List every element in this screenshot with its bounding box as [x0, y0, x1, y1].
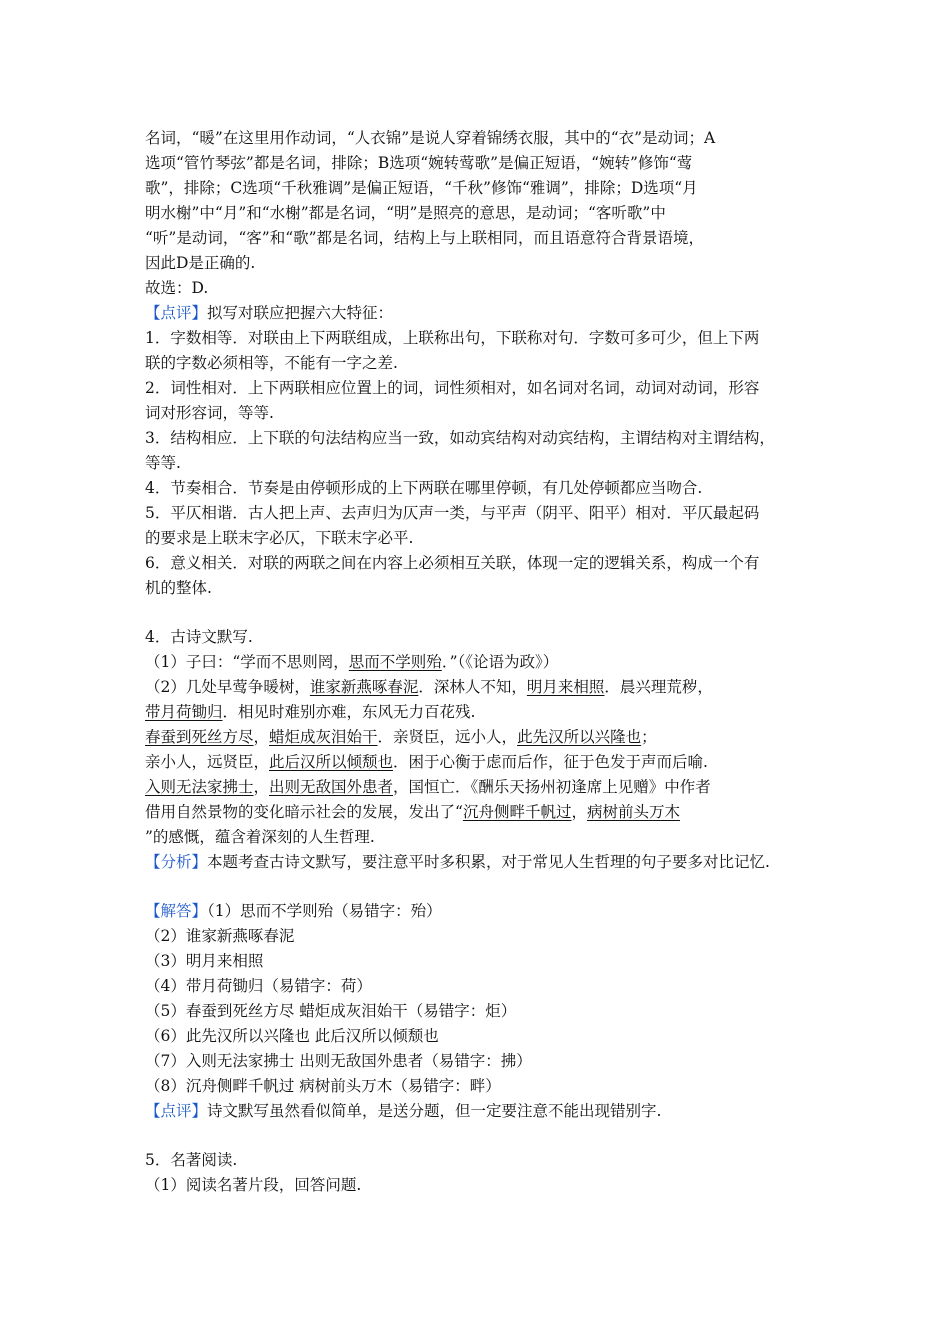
text: ”的感慨，蕴含着深刻的人生哲理. [145, 828, 375, 846]
answer-heading [145, 901, 442, 921]
text-line [145, 1076, 501, 1096]
comment-heading [145, 1101, 661, 1121]
text: 3．结构相应．上下联的句法结构应当一致，如动宾结构对动宾结构，主谓结构对主谓结构， [145, 429, 775, 447]
analysis-heading [145, 852, 770, 872]
text-line [145, 428, 775, 448]
answer-blank: 蜡炬成灰泪始干 [269, 728, 378, 746]
text-line [145, 1175, 361, 1195]
comment-tag: 【点评】 [145, 1102, 208, 1120]
answer-blank: 明月来相照 [526, 678, 605, 696]
text: ．困于心衡于虑而后作，征于色发于声而后喻. [393, 753, 708, 771]
text: 明水榭”中“月”和“水榭”都是名词，“明”是照亮的意思，是动词；“客听歌”中 [145, 204, 666, 222]
text-line [145, 578, 212, 598]
text-line [145, 403, 274, 423]
text-line [145, 702, 475, 722]
text-line [145, 328, 759, 348]
text: 故选：D. [145, 279, 209, 297]
text: （2）谁家新燕啄春泥 [145, 927, 295, 945]
text-line [145, 253, 255, 273]
text-line [145, 1026, 439, 1046]
text: ， [253, 778, 270, 796]
text: （3）明月来相照 [145, 952, 264, 970]
answer-blank: 入则无法家拂士 [145, 778, 254, 796]
text-line [145, 228, 704, 248]
text: 4．古诗文默写. [145, 628, 253, 646]
text: （6）此先汉所以兴隆也 此后汉所以倾颓也 [145, 1027, 439, 1045]
text: （4）带月荷锄归（易错字：荷） [145, 977, 372, 995]
text-line [145, 951, 263, 971]
text-line [145, 553, 759, 573]
text: 诗文默写虽然看似简单，是送分题，但一定要注意不能出现错别字. [207, 1102, 662, 1120]
text: （5）春蚕到死丝方尽 蜡炬成灰泪始干（易错字：炬） [145, 1002, 517, 1020]
answer-blank: 谁家新燕啄春泥 [309, 678, 419, 696]
text: （1）思而不学则殆（易错字：殆） [207, 902, 442, 920]
text: 的要求是上联末字必仄，下联末字必平. [145, 529, 414, 547]
comment-tag: 【点评】 [145, 304, 208, 322]
text: 联的字数必须相等，不能有一字之差. [145, 354, 398, 372]
text-line [145, 528, 413, 548]
text: ， [571, 803, 587, 821]
comment-heading [145, 303, 393, 323]
text: ； [641, 728, 657, 746]
answer-blank: 思而不学则殆 [348, 653, 442, 671]
answer-blank: 此后汉所以倾颓也 [269, 753, 394, 771]
text: 5．平仄相谐．古人把上声、去声归为仄声一类，与平声（阴平、阳平）相对．平仄最起码 [145, 504, 760, 522]
text-line [145, 128, 715, 148]
answer-blank: 此先汉所以兴隆也 [517, 728, 642, 746]
text: ．亲贤臣，远小人， [377, 728, 518, 746]
text-line [145, 727, 657, 747]
text: 5．名著阅读. [145, 1151, 238, 1169]
text: （2）几处早莺争暖树， [145, 678, 310, 696]
answer-blank: 病树前头万木 [586, 803, 680, 821]
text: 1．字数相等．对联由上下两联组成，上联称出句，下联称对句．字数可多可少，但上下两 [145, 329, 760, 347]
text: 等等. [145, 454, 181, 472]
text-line [145, 453, 181, 473]
analysis-tag: 【分析】 [145, 853, 208, 871]
text-line [145, 203, 666, 223]
text: 名词，“暖”在这里用作动词，“人衣锦”是说人穿着锦绣衣服，其中的“衣”是动词；A [145, 129, 716, 147]
text-line [145, 777, 711, 797]
text-line [145, 652, 558, 672]
text-line [145, 802, 680, 822]
text-line [145, 353, 398, 373]
answer-blank: 春蚕到死丝方尽 [145, 728, 254, 746]
text-line [145, 976, 372, 996]
text: 6．意义相关．对联的两联之间在内容上必须相互关联，体现一定的逻辑关系，构成一个有 [145, 554, 760, 572]
text: 2．词性相对．上下两联相应位置上的词，词性须相对，如名词对名词，动词对动词，形容 [145, 379, 760, 397]
text-line [145, 478, 702, 498]
text: （8）沉舟侧畔千帆过 病树前头万木（易错字：畔） [145, 1077, 501, 1095]
answer-tag: 【解答】 [145, 902, 208, 920]
text-line [145, 926, 294, 946]
text-line [145, 178, 698, 198]
text: 本题考查古诗文默写，要注意平时多积累，对于常见人生哲理的句子要多对比记忆. [207, 853, 770, 871]
question-title [145, 1150, 237, 1170]
text: 亲小人，远贤臣， [145, 753, 270, 771]
text: ．深林人不知， [418, 678, 527, 696]
text-line [145, 827, 375, 847]
text: 4．节奏相合．节奏是由停顿形成的上下两联在哪里停顿，有几处停顿都应当吻合. [145, 479, 703, 497]
text: 机的整体. [145, 579, 212, 597]
text: （7）入则无法家拂士 出则无敌国外患者（易错字：拂） [145, 1052, 532, 1070]
text: ，国恒亡．《酬乐天扬州初逢席上见赠》中作者 [393, 778, 711, 796]
text: 选项“管竹琴弦”都是名词，排除；B选项“婉转莺歌”是偏正短语，“婉转”修饰“莺 [145, 154, 693, 172]
text: 歌”，排除；C选项“千秋雅调”是偏正短语，“千秋”修饰“雅调”，排除；D选项“月 [145, 179, 698, 197]
answer-blank: 出则无敌国外患者 [269, 778, 394, 796]
text-line [145, 378, 759, 398]
text: ．”（《论语为政》） [441, 653, 559, 671]
text-line [145, 153, 692, 173]
text: 借用自然景物的变化暗示社会的发展，发出了“ [145, 803, 463, 821]
text-line [145, 1001, 516, 1021]
text-line [145, 278, 208, 298]
text: ．相见时难别亦难，东风无力百花残. [222, 703, 476, 721]
text-line [145, 503, 759, 523]
answer-blank: 沉舟侧畔千帆过 [462, 803, 572, 821]
text-line [145, 1051, 532, 1071]
text: 因此D是正确的. [145, 254, 256, 272]
text: ， [253, 728, 270, 746]
text: ．晨兴理荒秽， [604, 678, 713, 696]
question-title [145, 627, 253, 647]
answer-blank: 带月荷锄归 [145, 703, 223, 721]
text: 词对形容词，等等. [145, 404, 274, 422]
text-line [145, 677, 713, 697]
text: 拟写对联应把握六大特征： [207, 304, 394, 322]
text: “听”是动词，“客”和“歌”都是名词，结构上与上联相同，而且语意符合背景语境， [145, 229, 705, 247]
text: （1）阅读名著片段，回答问题. [145, 1176, 362, 1194]
text-line [145, 752, 708, 772]
text: （1）子曰：“学而不思则罔， [145, 653, 349, 671]
